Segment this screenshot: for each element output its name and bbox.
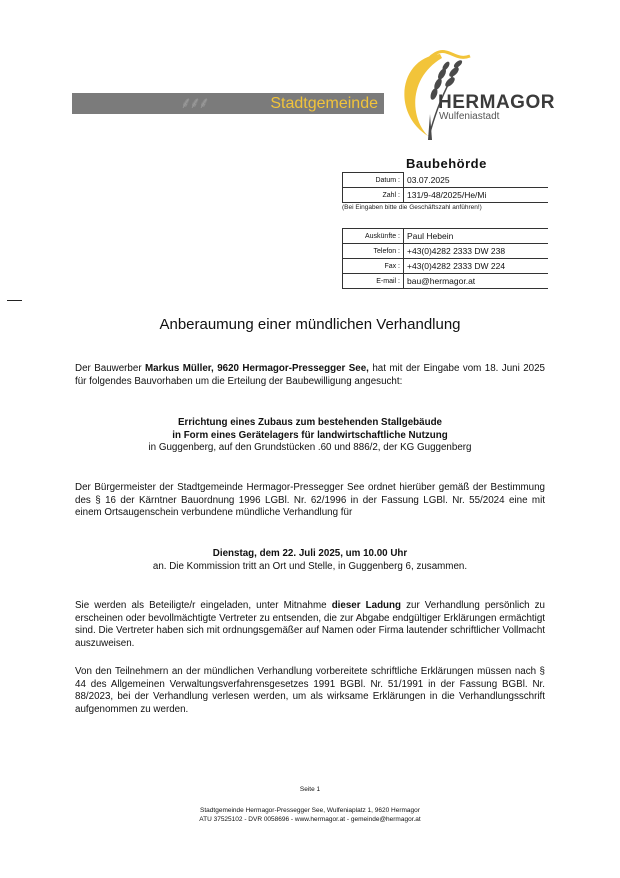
footer-address: Stadtgemeinde Hermagor-Pressegger See, Wulfeniaplatz 1, 9620 Hermagor xyxy=(200,807,420,814)
wheat-decoration-icon: ⸙⸙⸙ xyxy=(180,95,208,112)
fax-value: +43(0)4282 2333 DW 224 xyxy=(404,259,549,274)
datum-label: Datum : xyxy=(343,173,404,188)
intro-pre: Der Bauwerber xyxy=(75,363,146,374)
date-block xyxy=(75,548,545,573)
project-line-2: in Form eines Gerätelagers für landwirtschaftliche Nutzung xyxy=(172,429,448,441)
auskunft-label: Auskünfte : xyxy=(343,229,404,244)
reference-table xyxy=(342,172,548,203)
hearing-location: an. Die Kommission tritt an Ort und Stelle, in Guggenberg 6, zusammen. xyxy=(152,560,468,572)
invite-post: zur Verhandlung persönlich zu erscheinen oder bevollmächtigte Vertreter zu entsenden, die zur Abgabe endgültiger Erklärungen ermächtigt sind. Die Vertreter haben sich mit ordnungsgemäßer auf Namen oder Firma lautender schriftlicher Vollmacht auszuweisen. xyxy=(75,600,545,649)
applicant-name: Markus Müller, 9620 Hermagor-Pressegger See, xyxy=(145,363,369,374)
invite-paragraph xyxy=(75,600,545,650)
fold-mark xyxy=(7,300,22,301)
email-label: E-mail : xyxy=(343,274,404,289)
zahl-label: Zahl : xyxy=(343,188,404,203)
datum-value: 03.07.2025 xyxy=(404,173,549,188)
auskunft-value: Paul Hebein xyxy=(404,229,549,244)
document-title: Anberaumung einer mündlichen Verhandlung xyxy=(159,316,461,333)
project-line-1: Errichtung eines Zubaus zum bestehenden Stallgebäude xyxy=(177,417,443,428)
authority-title: Baubehörde xyxy=(406,156,487,171)
invite-pre: Sie werden als Beteiligte/r eingeladen, unter Mitnahme xyxy=(75,600,332,611)
reference-note: (Bei Eingaben bitte die Geschäftszahl anführen!) xyxy=(342,204,482,211)
header-banner xyxy=(72,93,384,114)
contact-table xyxy=(342,228,548,289)
logo-name: HERMAGOR xyxy=(438,92,555,113)
email-value[interactable]: bau@hermagor.at xyxy=(404,274,549,289)
project-block xyxy=(75,417,545,455)
zahl-value: 131/9-48/2025/He/Mi xyxy=(404,188,549,203)
banner-text: Stadtgemeinde xyxy=(270,95,378,112)
closing-paragraph: Von den Teilnehmern an der mündlichen Verhandlung vorbereitete schriftliche Erklärungen müssen nach § 44 des Allgemeinen Verwaltungsverfahrensgesetzes 1991 BGBl. Nr. 51/1991 in der Fassung BGBl. Nr. 88/2023, bei der Verhandlung verlesen werden, um als wirksame Erklärungen in die Verhandlungsschrift aufgenommen zu werden. xyxy=(75,666,545,715)
logo-subtitle: Wulfeniastadt xyxy=(439,111,500,122)
project-line-3: in Guggenberg, auf den Grundstücken .60 und 886/2, der KG Guggenberg xyxy=(148,442,472,453)
footer-contacts: ATU 37525102 - DVR 0058696 - www.hermagor.at - gemeinde@hermagor.at xyxy=(199,816,421,823)
fax-label: Fax : xyxy=(343,259,404,274)
telefon-label: Telefon : xyxy=(343,244,404,259)
hearing-date: Dienstag, dem 22. Juli 2025, um 10.00 Uhr xyxy=(212,548,408,559)
invite-bold: dieser Ladung xyxy=(331,600,402,611)
telefon-value: +43(0)4282 2333 DW 238 xyxy=(404,244,549,259)
intro-paragraph xyxy=(75,363,545,388)
page-number: Seite 1 xyxy=(299,786,321,793)
intro-post: hat mit der Eingabe vom 18. Juni 2025 für folgendes Bauvorhaben um die Erteilung der Baubewilligung angesucht: xyxy=(75,363,545,387)
order-paragraph: Der Bürgermeister der Stadtgemeinde Hermagor-Pressegger See ordnet hierüber gemäß der Bestimmung des § 16 der Kärntner Bauordnung 1996 LGBl. Nr. 62/1996 in der Fassung LGBl. Nr. 55/2024 eine mit einem Ortsaugenschein verbundene mündliche Verhandlung für xyxy=(75,482,545,518)
